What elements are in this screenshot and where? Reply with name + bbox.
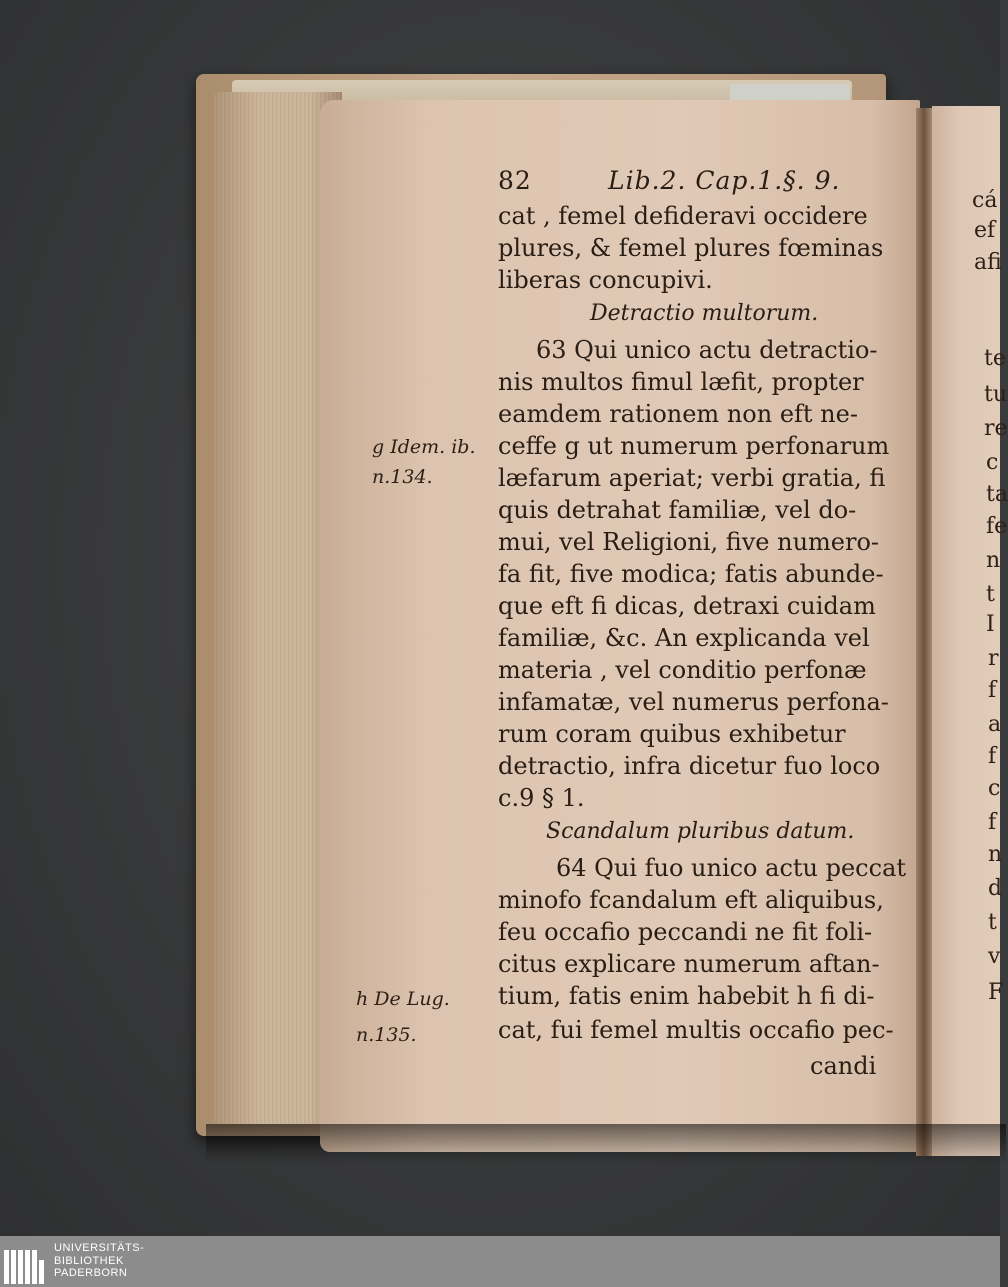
catchword: candi: [810, 1052, 877, 1080]
text-line: plures, & femel plures fœminas: [498, 234, 884, 262]
text-line: que eft fi dicas, detraxi cuidam: [498, 592, 876, 620]
facing-page-text: F: [988, 980, 1004, 1005]
facing-page-text: re: [984, 416, 1008, 441]
page-header: [498, 166, 858, 196]
marginal-note: n.134.: [372, 466, 433, 488]
text-line: materia , vel conditio perfonæ: [498, 656, 867, 684]
subheading: Detractio multorum.: [590, 301, 819, 326]
text-line: c.9 § 1.: [498, 784, 585, 812]
text-line: ceffe g ut numerum perfonarum: [498, 432, 890, 460]
facing-page-text: fe: [986, 514, 1008, 539]
library-name: [54, 1242, 144, 1280]
text-line: familiæ, &c. An explicanda vel: [498, 624, 870, 652]
text-line: læfarum aperiat; verbi gratia, fi: [498, 464, 886, 492]
facing-page-text: cá: [972, 188, 998, 213]
subheading: Scandalum pluribus datum.: [546, 819, 855, 844]
text-line: citus explicare numerum aftan-: [498, 950, 880, 978]
facing-page-text: c: [988, 776, 1001, 801]
facing-page-text: n: [988, 842, 1003, 867]
facing-page-text: ta: [986, 482, 1008, 507]
library-name-line: BIBLIOTHEK: [54, 1254, 124, 1267]
facing-page-text: t: [986, 582, 995, 607]
facing-page-text: c: [986, 450, 999, 475]
library-logo-icon: [4, 1242, 46, 1284]
facing-page-text: f: [988, 744, 997, 769]
text-line: minofo fcandalum eft aliquibus,: [498, 886, 884, 914]
facing-page-text: afi: [974, 250, 1002, 275]
facing-page-text: f: [988, 810, 997, 835]
facing-page-text: ef: [974, 218, 996, 243]
facing-page-text: v: [988, 944, 1001, 969]
text-line: cat, fui femel multis occafio pec-: [498, 1016, 894, 1044]
library-name-line: PADERBORN: [54, 1267, 128, 1279]
text-line: 64 Qui fuo unico actu peccat: [556, 854, 907, 882]
facing-page-text: f: [988, 678, 997, 703]
text-line: nis multos fimul læfit, propter: [498, 368, 864, 396]
text-line: detractio, infra dicetur fuo loco: [498, 752, 881, 780]
facing-page-text: d: [988, 876, 1003, 901]
text-line: fa fit, five modica; fatis abunde-: [498, 560, 884, 588]
text-line: rum coram quibus exhibetur: [498, 720, 846, 748]
library-name-line: UNIVERSITÄTS-: [54, 1242, 145, 1254]
facing-page-text: a: [988, 712, 1002, 737]
facing-page-text: tu: [984, 382, 1008, 407]
facing-page-text: I: [986, 612, 995, 637]
text-line: infamatæ, vel numerus perfona-: [498, 688, 889, 716]
text-line: feu occafio peccandi ne fit foli-: [498, 918, 873, 946]
book-gutter: [916, 108, 932, 1156]
library-footer: [0, 1236, 1000, 1287]
text-line: cat , femel defideravi occidere: [498, 202, 868, 230]
facing-page-text: r: [988, 646, 999, 671]
page-number: 82: [498, 166, 532, 195]
marginal-note: g Idem. ib.: [372, 436, 476, 458]
marginal-note: n.135.: [356, 1024, 417, 1046]
text-line: liberas concupivi.: [498, 266, 713, 294]
text-line: quis detrahat familiæ, vel do-: [498, 496, 857, 524]
facing-page-text: n: [986, 548, 1001, 573]
facing-page-text: t: [988, 910, 997, 935]
text-line: tium, fatis enim habebit h fi di-: [498, 982, 875, 1010]
text-line: mui, vel Religioni, five numero-: [498, 528, 880, 556]
running-title: Lib.2. Cap.1.§. 9.: [608, 166, 841, 195]
text-line: eamdem rationem non eft ne-: [498, 400, 858, 428]
text-line: 63 Qui unico actu detractio-: [536, 336, 878, 364]
marginal-note: h De Lug.: [356, 988, 450, 1010]
facing-page-text: te: [984, 346, 1006, 371]
book-shadow: [206, 1124, 1006, 1164]
